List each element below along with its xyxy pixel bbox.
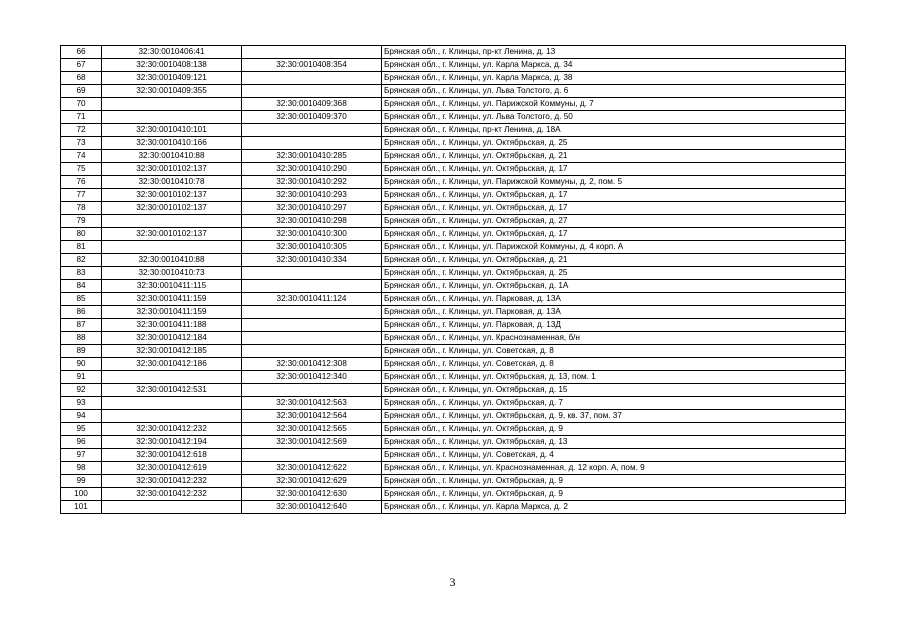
address-cell: Брянская обл., г. Клинцы, ул. Парковая, д. 13Д [382, 319, 846, 332]
table-row [61, 436, 846, 449]
row-number-cell: 76 [61, 176, 102, 189]
address-cell: Брянская обл., г. Клинцы, ул. Октябрьская, д. 15 [382, 384, 846, 397]
land-cadastral-number-cell [102, 98, 242, 111]
table-row [61, 332, 846, 345]
table-row [61, 111, 846, 124]
building-cadastral-number-cell [242, 332, 382, 345]
table-row [61, 423, 846, 436]
land-cadastral-number-cell: 32:30:0010410:88 [102, 150, 242, 163]
building-cadastral-number-cell: 32:30:0010412:622 [242, 462, 382, 475]
land-cadastral-number-cell: 32:30:0010411:115 [102, 280, 242, 293]
row-number-cell: 93 [61, 397, 102, 410]
building-cadastral-number-cell: 32:30:0010410:297 [242, 202, 382, 215]
building-cadastral-number-cell: 32:30:0010410:290 [242, 163, 382, 176]
building-cadastral-number-cell: 32:30:0010410:298 [242, 215, 382, 228]
address-cell: Брянская обл., г. Клинцы, ул. Октябрьская, д. 13, пом. 1 [382, 371, 846, 384]
row-number-cell: 94 [61, 410, 102, 423]
building-cadastral-number-cell [242, 124, 382, 137]
land-cadastral-number-cell: 32:30:0010406:41 [102, 46, 242, 59]
building-cadastral-number-cell: 32:30:0010410:305 [242, 241, 382, 254]
table-row [61, 241, 846, 254]
land-cadastral-number-cell: 32:30:0010412:232 [102, 475, 242, 488]
building-cadastral-number-cell: 32:30:0010412:308 [242, 358, 382, 371]
building-cadastral-number-cell [242, 137, 382, 150]
land-cadastral-number-cell: 32:30:0010408:138 [102, 59, 242, 72]
row-number-cell: 92 [61, 384, 102, 397]
table-row [61, 137, 846, 150]
land-cadastral-number-cell: 32:30:0010410:101 [102, 124, 242, 137]
land-cadastral-number-cell [102, 397, 242, 410]
address-cell: Брянская обл., г. Клинцы, ул. Карла Маркса, д. 34 [382, 59, 846, 72]
building-cadastral-number-cell [242, 72, 382, 85]
address-cell: Брянская обл., г. Клинцы, ул. Октябрьская, д. 17 [382, 189, 846, 202]
table-row [61, 371, 846, 384]
table-row [61, 176, 846, 189]
row-number-cell: 82 [61, 254, 102, 267]
table-row [61, 475, 846, 488]
table-row [61, 202, 846, 215]
building-cadastral-number-cell [242, 319, 382, 332]
address-cell: Брянская обл., г. Клинцы, ул. Октябрьская, д. 17 [382, 163, 846, 176]
address-cell: Брянская обл., г. Клинцы, ул. Парижской Коммуны, д. 7 [382, 98, 846, 111]
land-cadastral-number-cell: 32:30:0010412:194 [102, 436, 242, 449]
address-cell: Брянская обл., г. Клинцы, ул. Октябрьская, д. 17 [382, 202, 846, 215]
row-number-cell: 85 [61, 293, 102, 306]
table-row [61, 267, 846, 280]
land-cadastral-number-cell: 32:30:0010410:166 [102, 137, 242, 150]
address-cell: Брянская обл., г. Клинцы, ул. Парковая, д. 13А [382, 306, 846, 319]
land-cadastral-number-cell: 32:30:0010412:185 [102, 345, 242, 358]
address-cell: Брянская обл., г. Клинцы, ул. Советская, д. 4 [382, 449, 846, 462]
row-number-cell: 83 [61, 267, 102, 280]
building-cadastral-number-cell: 32:30:0010410:293 [242, 189, 382, 202]
row-number-cell: 91 [61, 371, 102, 384]
address-cell: Брянская обл., г. Клинцы, ул. Карла Маркса, д. 2 [382, 501, 846, 514]
land-cadastral-number-cell: 32:30:0010102:137 [102, 202, 242, 215]
land-cadastral-number-cell: 32:30:0010410:78 [102, 176, 242, 189]
row-number-cell: 99 [61, 475, 102, 488]
address-cell: Брянская обл., г. Клинцы, ул. Краснознаменная, б/н [382, 332, 846, 345]
row-number-cell: 71 [61, 111, 102, 124]
building-cadastral-number-cell [242, 449, 382, 462]
table-row [61, 462, 846, 475]
row-number-cell: 74 [61, 150, 102, 163]
building-cadastral-number-cell [242, 306, 382, 319]
row-number-cell: 96 [61, 436, 102, 449]
address-cell: Брянская обл., г. Клинцы, ул. Краснознаменная, д. 12 корп. А, пом. 9 [382, 462, 846, 475]
table-row [61, 488, 846, 501]
address-cell: Брянская обл., г. Клинцы, ул. Октябрьская, д. 27 [382, 215, 846, 228]
building-cadastral-number-cell: 32:30:0010410:292 [242, 176, 382, 189]
table-row [61, 384, 846, 397]
row-number-cell: 77 [61, 189, 102, 202]
building-cadastral-number-cell [242, 85, 382, 98]
address-cell: Брянская обл., г. Клинцы, ул. Советская, д. 8 [382, 358, 846, 371]
table-row [61, 280, 846, 293]
table-row [61, 59, 846, 72]
row-number-cell: 78 [61, 202, 102, 215]
building-cadastral-number-cell [242, 267, 382, 280]
building-cadastral-number-cell: 32:30:0010411:124 [242, 293, 382, 306]
address-cell: Брянская обл., г. Клинцы, ул. Октябрьская, д. 9 [382, 488, 846, 501]
row-number-cell: 89 [61, 345, 102, 358]
row-number-cell: 101 [61, 501, 102, 514]
land-cadastral-number-cell: 32:30:0010102:137 [102, 163, 242, 176]
building-cadastral-number-cell: 32:30:0010412:564 [242, 410, 382, 423]
table-row [61, 150, 846, 163]
address-cell: Брянская обл., г. Клинцы, ул. Октябрьская, д. 17 [382, 228, 846, 241]
land-cadastral-number-cell: 32:30:0010411:159 [102, 293, 242, 306]
table-row [61, 72, 846, 85]
address-cell: Брянская обл., г. Клинцы, ул. Октябрьская, д. 25 [382, 137, 846, 150]
land-cadastral-number-cell [102, 215, 242, 228]
land-cadastral-number-cell: 32:30:0010410:73 [102, 267, 242, 280]
land-cadastral-number-cell [102, 371, 242, 384]
row-number-cell: 73 [61, 137, 102, 150]
row-number-cell: 97 [61, 449, 102, 462]
row-number-cell: 79 [61, 215, 102, 228]
table-row [61, 293, 846, 306]
address-cell: Брянская обл., г. Клинцы, ул. Октябрьская, д. 9 [382, 423, 846, 436]
row-number-cell: 81 [61, 241, 102, 254]
row-number-cell: 80 [61, 228, 102, 241]
land-cadastral-number-cell: 32:30:0010412:618 [102, 449, 242, 462]
cadastral-table-body [61, 46, 846, 514]
building-cadastral-number-cell: 32:30:0010408:354 [242, 59, 382, 72]
row-number-cell: 100 [61, 488, 102, 501]
address-cell: Брянская обл., г. Клинцы, ул. Льва Толстого, д. 6 [382, 85, 846, 98]
land-cadastral-number-cell: 32:30:0010409:121 [102, 72, 242, 85]
address-cell: Брянская обл., г. Клинцы, ул. Октябрьская, д. 7 [382, 397, 846, 410]
row-number-cell: 75 [61, 163, 102, 176]
address-cell: Брянская обл., г. Клинцы, ул. Октябрьская, д. 25 [382, 267, 846, 280]
row-number-cell: 67 [61, 59, 102, 72]
row-number-cell: 86 [61, 306, 102, 319]
address-cell: Брянская обл., г. Клинцы, ул. Октябрьская, д. 13 [382, 436, 846, 449]
land-cadastral-number-cell [102, 241, 242, 254]
table-row [61, 410, 846, 423]
row-number-cell: 66 [61, 46, 102, 59]
land-cadastral-number-cell: 32:30:0010412:232 [102, 488, 242, 501]
cadastral-table [60, 45, 846, 514]
table-row [61, 215, 846, 228]
address-cell: Брянская обл., г. Клинцы, пр-кт Ленина, д. 13 [382, 46, 846, 59]
building-cadastral-number-cell: 32:30:0010412:565 [242, 423, 382, 436]
land-cadastral-number-cell: 32:30:0010412:184 [102, 332, 242, 345]
building-cadastral-number-cell: 32:30:0010412:640 [242, 501, 382, 514]
table-row [61, 254, 846, 267]
building-cadastral-number-cell [242, 384, 382, 397]
land-cadastral-number-cell: 32:30:0010412:531 [102, 384, 242, 397]
table-row [61, 124, 846, 137]
table-row [61, 358, 846, 371]
land-cadastral-number-cell: 32:30:0010411:188 [102, 319, 242, 332]
address-cell: Брянская обл., г. Клинцы, ул. Советская, д. 8 [382, 345, 846, 358]
table-row [61, 319, 846, 332]
building-cadastral-number-cell: 32:30:0010409:370 [242, 111, 382, 124]
table-row [61, 98, 846, 111]
address-cell: Брянская обл., г. Клинцы, ул. Октябрьская, д. 21 [382, 150, 846, 163]
table-row [61, 85, 846, 98]
land-cadastral-number-cell [102, 501, 242, 514]
table-row [61, 228, 846, 241]
address-cell: Брянская обл., г. Клинцы, ул. Льва Толстого, д. 50 [382, 111, 846, 124]
row-number-cell: 90 [61, 358, 102, 371]
land-cadastral-number-cell: 32:30:0010102:137 [102, 189, 242, 202]
land-cadastral-number-cell: 32:30:0010411:159 [102, 306, 242, 319]
address-cell: Брянская обл., г. Клинцы, ул. Парижской Коммуны, д. 4 корп. А [382, 241, 846, 254]
building-cadastral-number-cell: 32:30:0010412:569 [242, 436, 382, 449]
row-number-cell: 98 [61, 462, 102, 475]
land-cadastral-number-cell: 32:30:0010412:232 [102, 423, 242, 436]
building-cadastral-number-cell: 32:30:0010412:340 [242, 371, 382, 384]
land-cadastral-number-cell: 32:30:0010412:619 [102, 462, 242, 475]
building-cadastral-number-cell [242, 345, 382, 358]
page-number: 3 [449, 575, 456, 589]
building-cadastral-number-cell [242, 280, 382, 293]
address-cell: Брянская обл., г. Клинцы, ул. Октябрьская, д. 9, кв. 37, пом. 37 [382, 410, 846, 423]
building-cadastral-number-cell [242, 46, 382, 59]
building-cadastral-number-cell: 32:30:0010409:368 [242, 98, 382, 111]
building-cadastral-number-cell: 32:30:0010410:334 [242, 254, 382, 267]
row-number-cell: 87 [61, 319, 102, 332]
table-row [61, 306, 846, 319]
building-cadastral-number-cell: 32:30:0010412:563 [242, 397, 382, 410]
table-row [61, 189, 846, 202]
table-row [61, 345, 846, 358]
row-number-cell: 95 [61, 423, 102, 436]
address-cell: Брянская обл., г. Клинцы, пр-кт Ленина, д. 18А [382, 124, 846, 137]
address-cell: Брянская обл., г. Клинцы, ул. Октябрьская, д. 1А [382, 280, 846, 293]
table-row [61, 46, 846, 59]
row-number-cell: 72 [61, 124, 102, 137]
land-cadastral-number-cell: 32:30:0010412:186 [102, 358, 242, 371]
address-cell: Брянская обл., г. Клинцы, ул. Парижской Коммуны, д. 2, пом. 5 [382, 176, 846, 189]
row-number-cell: 70 [61, 98, 102, 111]
land-cadastral-number-cell: 32:30:0010409:355 [102, 85, 242, 98]
row-number-cell: 68 [61, 72, 102, 85]
table-row [61, 449, 846, 462]
table-row [61, 163, 846, 176]
address-cell: Брянская обл., г. Клинцы, ул. Октябрьская, д. 9 [382, 475, 846, 488]
row-number-cell: 88 [61, 332, 102, 345]
building-cadastral-number-cell: 32:30:0010410:300 [242, 228, 382, 241]
address-cell: Брянская обл., г. Клинцы, ул. Парковая, д. 13А [382, 293, 846, 306]
table-row [61, 397, 846, 410]
building-cadastral-number-cell: 32:30:0010410:285 [242, 150, 382, 163]
land-cadastral-number-cell: 32:30:0010410:88 [102, 254, 242, 267]
address-cell: Брянская обл., г. Клинцы, ул. Карла Маркса, д. 38 [382, 72, 846, 85]
row-number-cell: 69 [61, 85, 102, 98]
address-cell: Брянская обл., г. Клинцы, ул. Октябрьская, д. 21 [382, 254, 846, 267]
land-cadastral-number-cell: 32:30:0010102:137 [102, 228, 242, 241]
land-cadastral-number-cell [102, 111, 242, 124]
land-cadastral-number-cell [102, 410, 242, 423]
building-cadastral-number-cell: 32:30:0010412:629 [242, 475, 382, 488]
building-cadastral-number-cell: 32:30:0010412:630 [242, 488, 382, 501]
table-row [61, 501, 846, 514]
row-number-cell: 84 [61, 280, 102, 293]
